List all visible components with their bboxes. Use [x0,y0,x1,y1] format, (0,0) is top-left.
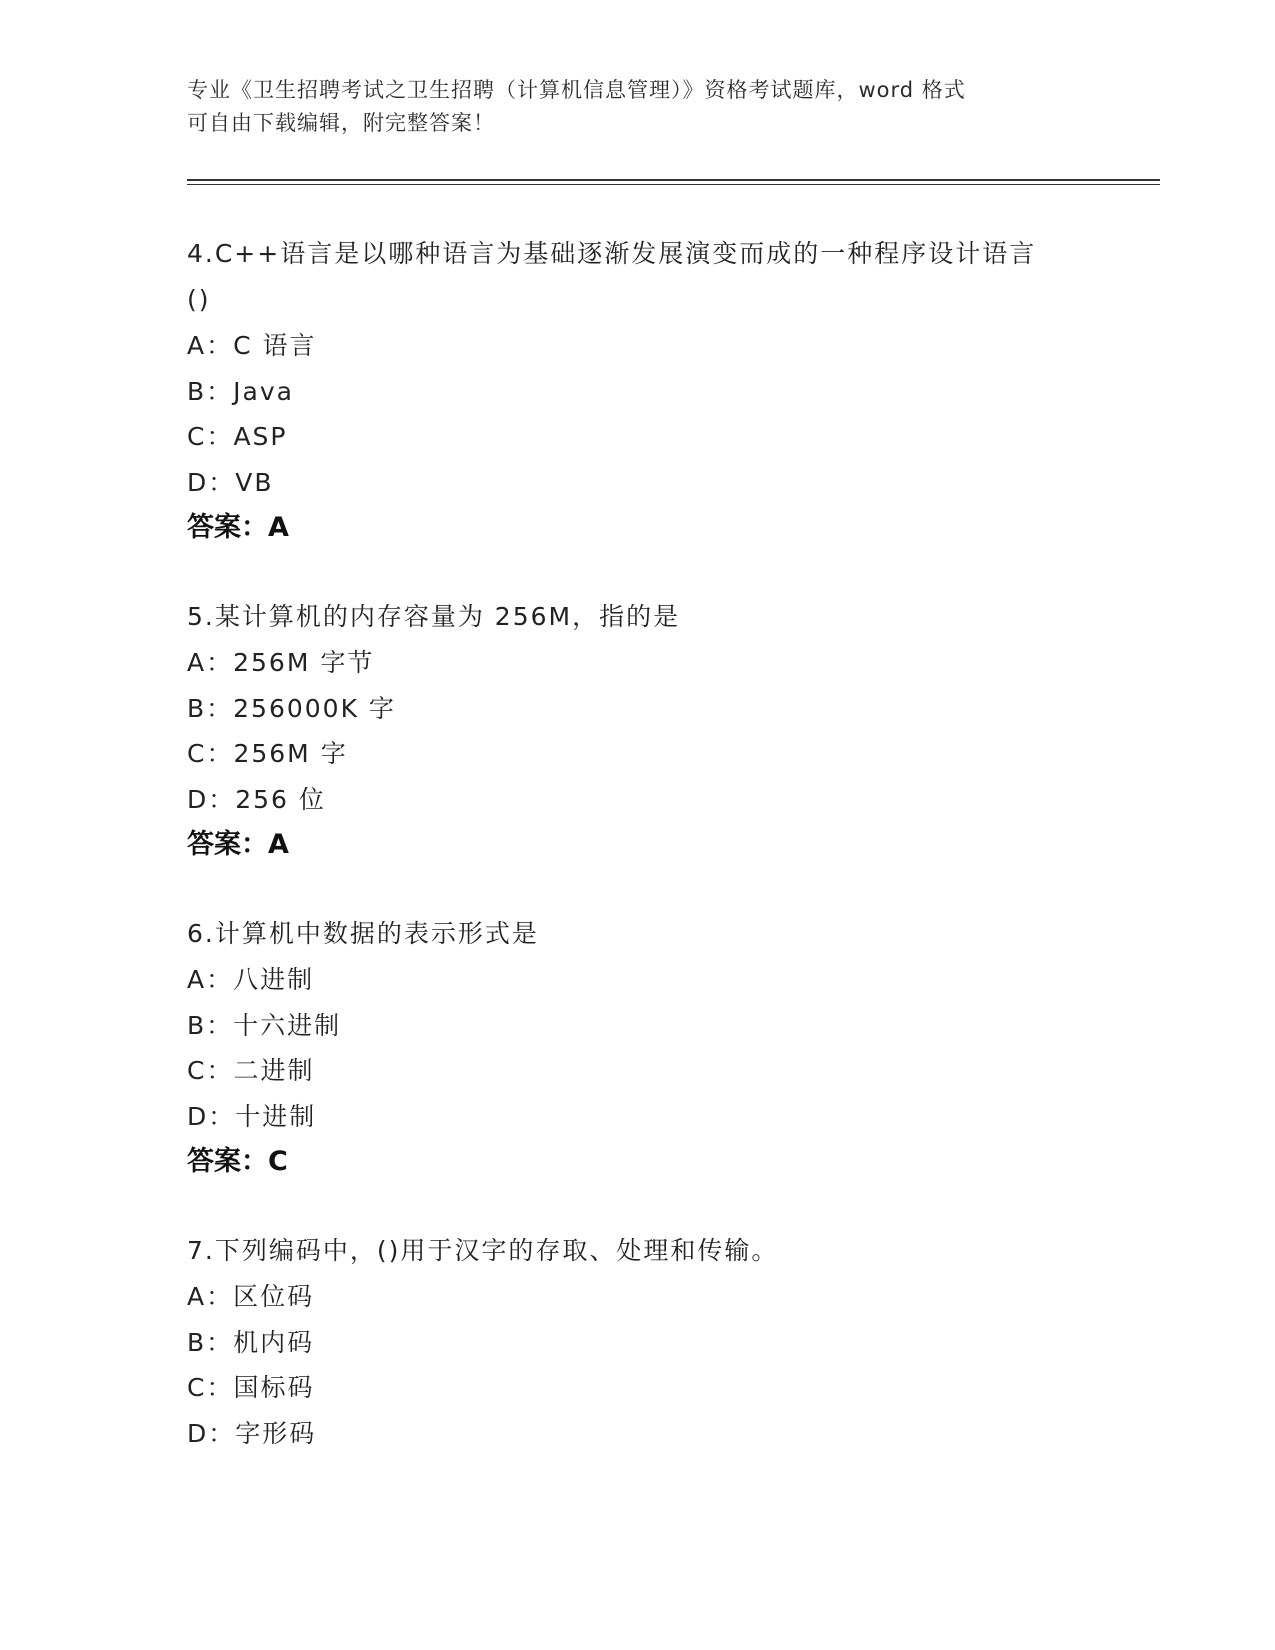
option-d: D：十进制 [187,1101,317,1131]
header-divider-bottom [187,184,1160,185]
option-b: B：Java [187,376,294,406]
question-6 [187,911,1087,1185]
option-d: D：VB [187,467,274,497]
option-a: A：区位码 [187,1282,315,1311]
answer: 答案：A [187,829,289,860]
document-header [187,74,1067,140]
option-c: C：国标码 [187,1373,315,1402]
question-text: 7.下列编码中，()用于汉字的存取、处理和传输。 [187,1236,779,1265]
option-c: C：256M 字 [187,739,348,768]
question-text: 4.C++语言是以哪种语言为基础逐渐发展演变而成的一种程序设计语言 [187,239,1037,268]
header-line-2: 可自由下载编辑，附完整答案！ [187,111,495,135]
question-text-continued: () [187,285,211,314]
question-4 [187,231,1087,551]
question-list [187,231,1087,1499]
question-5 [187,594,1087,868]
option-a: A：八进制 [187,965,315,994]
option-d: D：256 位 [187,784,326,814]
option-c: C：ASP [187,422,288,451]
question-text: 6.计算机中数据的表示形式是 [187,919,539,948]
header-divider-top [187,179,1160,181]
header-line-1: 专业《卫生招聘考试之卫生招聘（计算机信息管理）》资格考试题库，word 格式 [187,78,966,102]
question-text: 5.某计算机的内存容量为 256M，指的是 [187,602,681,631]
question-7 [187,1228,1087,1456]
option-b: B：机内码 [187,1327,315,1357]
option-d: D：字形码 [187,1418,317,1448]
option-c: C：二进制 [187,1056,315,1085]
option-b: B：十六进制 [187,1010,342,1040]
option-a: A：C 语言 [187,331,317,360]
answer: 答案：C [187,1146,288,1177]
option-b: B：256000K 字 [187,693,396,723]
option-a: A：256M 字节 [187,648,375,677]
answer: 答案：A [187,512,289,543]
